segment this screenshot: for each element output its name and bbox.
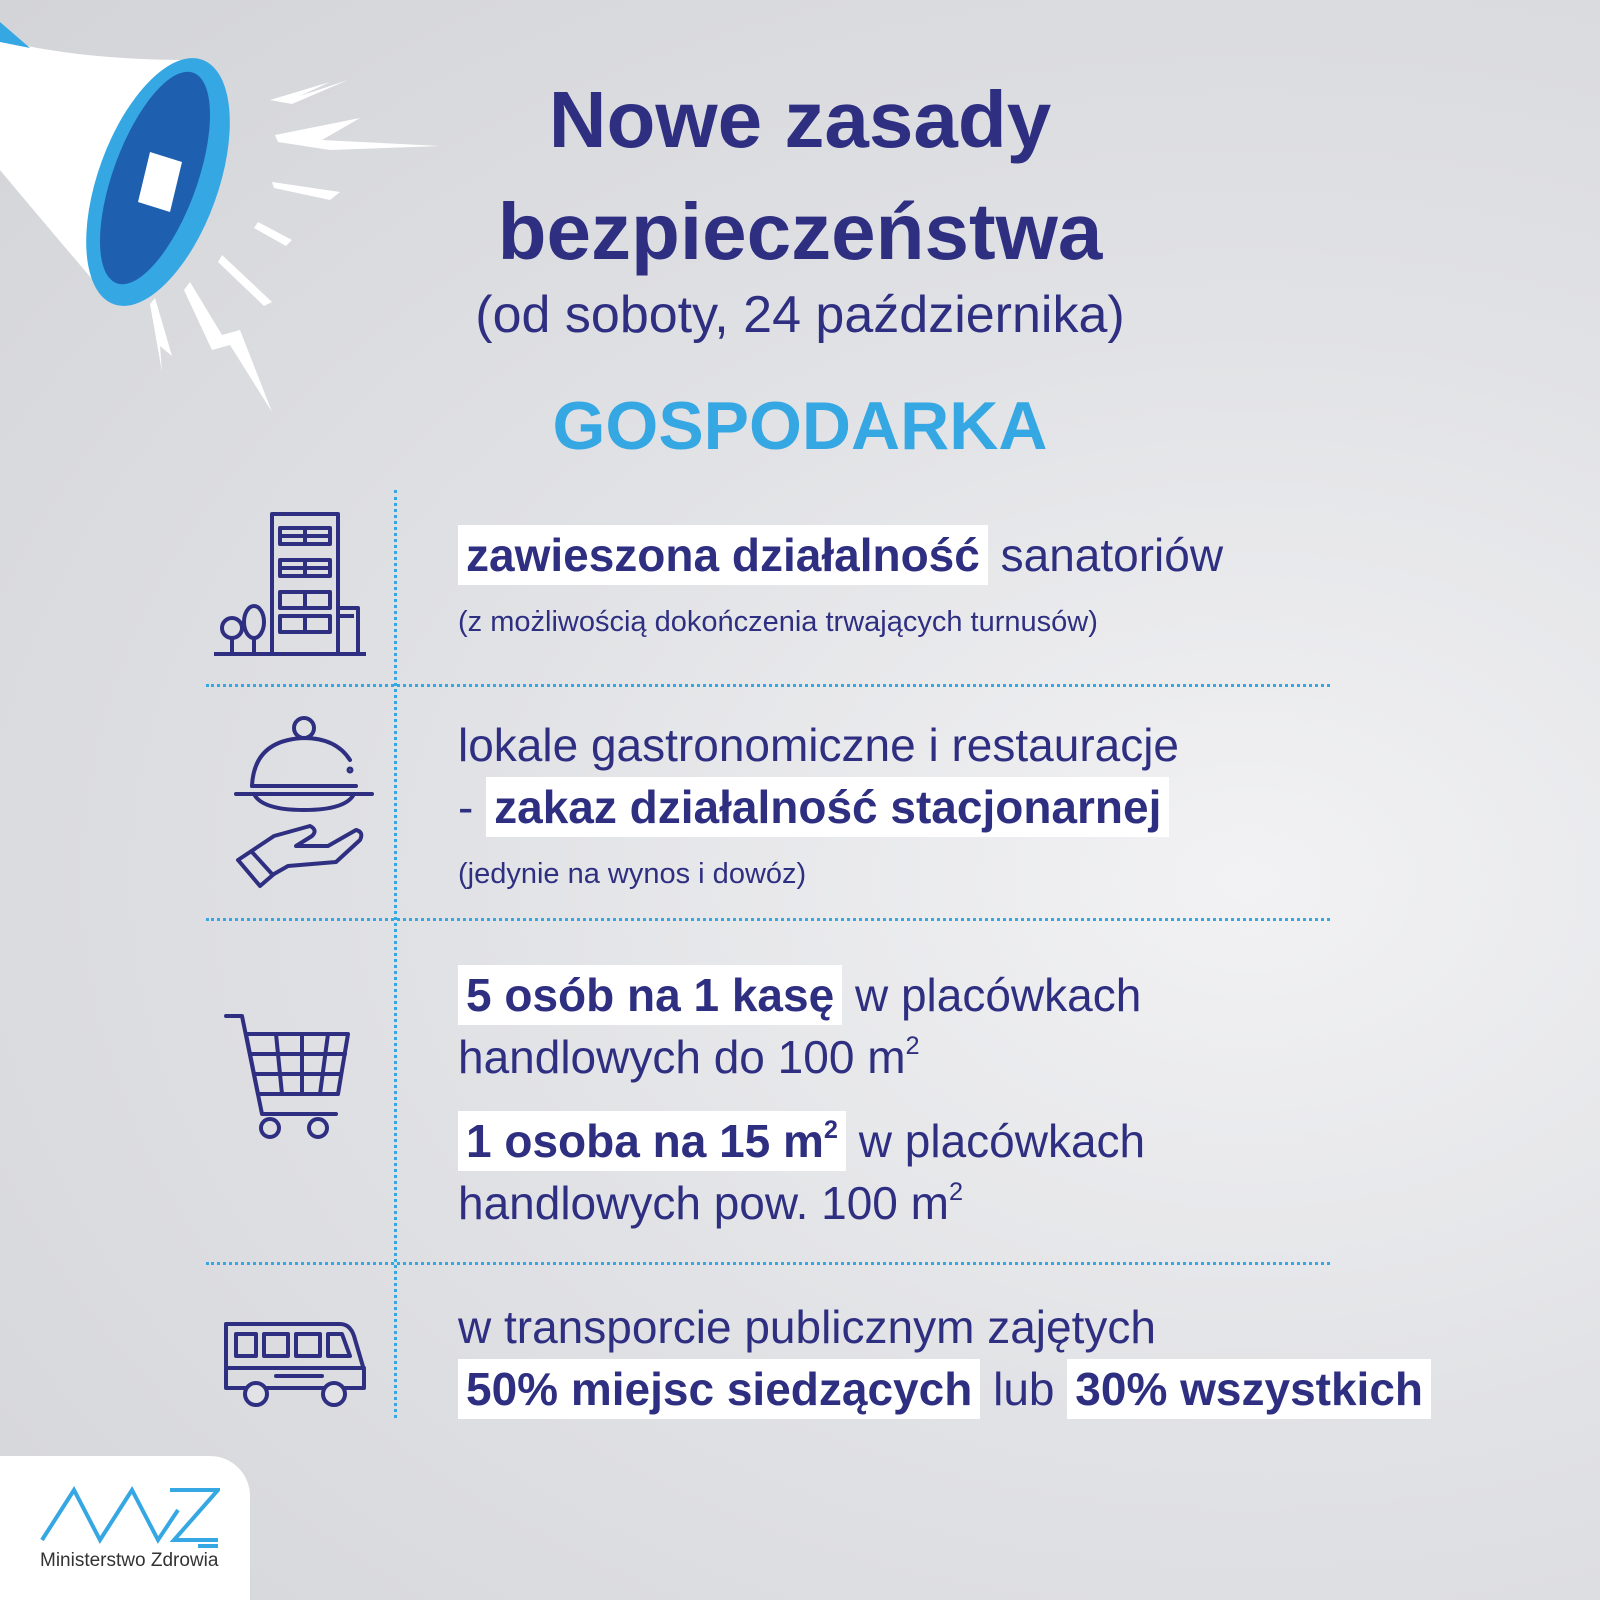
row-divider-2 — [206, 918, 1330, 921]
item-2-line2 — [458, 776, 1169, 838]
item-3-rule2-highlight — [458, 1111, 846, 1171]
item-3-rule2-highlight-text: 1 osoba na 15 m — [466, 1115, 824, 1167]
item-1-note: (z możliwością dokończenia trwających turnusów) — [458, 606, 1098, 638]
item-4-line1: w transporcie publicznym zajętych — [458, 1301, 1156, 1353]
item-2-highlight: zakaz działalność stacjonarnej — [486, 777, 1169, 837]
item-4-highlight-2: 30% wszystkich — [1067, 1359, 1431, 1419]
item-2-note: (jedynie na wynos i dowóz) — [458, 858, 807, 890]
ministry-logo-icon — [38, 1484, 220, 1550]
item-3-rule1-line1 — [458, 964, 1141, 1026]
item-3-rule2-line1 — [458, 1110, 1145, 1172]
bus-icon — [222, 1318, 368, 1410]
page-title-line2: bezpieczeństwa — [497, 187, 1103, 276]
item-3-rule2-line2-text: handlowych pow. 100 m — [458, 1177, 949, 1229]
item-3-rule1-sup: 2 — [905, 1032, 920, 1061]
item-4-line2 — [458, 1358, 1431, 1420]
sanatorium-building-icon — [210, 508, 370, 658]
item-3-rule1-line2 — [458, 1026, 920, 1088]
item-1-highlight: zawieszona działalność — [458, 525, 988, 585]
item-3-rule2-sup: 2 — [948, 1178, 964, 1207]
item-4-middle: lub — [980, 1363, 1068, 1415]
vertical-divider — [394, 490, 397, 1418]
item-2-dash: - — [458, 781, 487, 833]
page-title-line1: Nowe zasady — [548, 75, 1052, 164]
item-3-rule1-line2-text: handlowych do 100 m — [458, 1031, 906, 1083]
logo-panel — [0, 1456, 250, 1600]
page-subtitle: (od soboty, 24 października) — [475, 286, 1125, 344]
logo-text: Ministerstwo Zdrowia — [40, 1550, 219, 1571]
section-heading: GOSPODARKA — [552, 388, 1048, 464]
serving-cloche-hand-icon — [232, 712, 382, 892]
item-3-rule2-highlight-sup: 2 — [823, 1116, 838, 1145]
shopping-cart-icon — [224, 1012, 354, 1142]
item-3-rule2-rest: w placówkach — [846, 1115, 1146, 1167]
item-4-highlight-1: 50% miejsc siedzących — [458, 1359, 980, 1419]
row-divider-3 — [206, 1262, 1330, 1265]
item-3-rule2-line2 — [458, 1172, 963, 1234]
item-3-rule1-rest: w placówkach — [842, 969, 1142, 1021]
row-divider-1 — [206, 684, 1330, 687]
item-2-line1: lokale gastronomiczne i restauracje — [458, 719, 1180, 771]
item-3-rule1-highlight: 5 osób na 1 kasę — [458, 965, 842, 1025]
item-1-line — [458, 524, 1223, 586]
item-1-rest: sanatoriów — [987, 529, 1224, 581]
